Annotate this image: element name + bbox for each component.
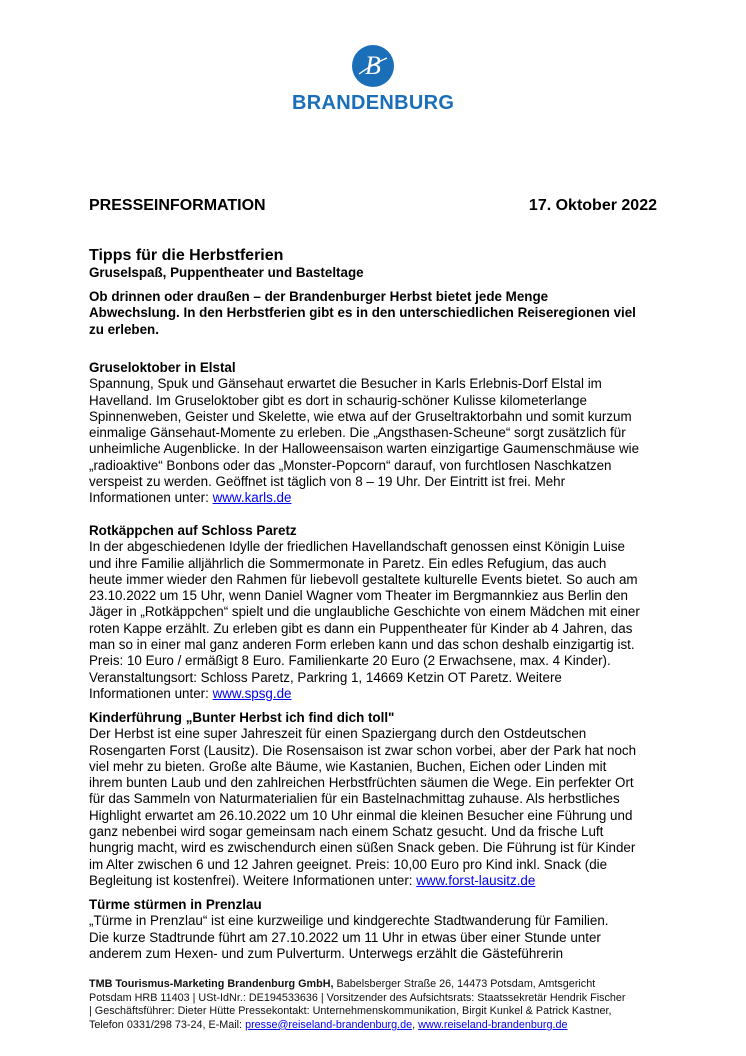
body-line: und ihre Familie alljährlich die Sommermonate in Paretz. Ein edles Refugium, das auch	[89, 555, 607, 571]
body-line: Begleitung ist kostenfrei). Weitere Informationen unter:	[89, 872, 417, 888]
body-line: 23.10.2022 um 15 Uhr, wenn Daniel Wagner vom Theater im Bergmannkiez aus Berlin den	[89, 588, 628, 604]
footer-company: TMB Tourismus-Marketing Brandenburg GmbH,	[89, 978, 334, 990]
body-line: Jäger in „Rotkäppchen“ spielt und die unglaubliche Geschichte von einem Mädchen mit einer	[89, 604, 640, 620]
body-line: „radioaktive“ Bonbons oder das „Monster-Popcorn“ darauf, von furchtlosen Naschkatzen	[89, 457, 612, 473]
body-line: man so in einer mal ganz anderen Form erleben kann und das schon deshalb einzigartig ist.	[89, 637, 635, 653]
section-kinderfuehrung	[89, 710, 636, 889]
section-heading: Türme stürmen in Prenzlau	[89, 897, 262, 912]
footer-address: Babelsberger Straße 26, 14473 Potsdam, Amtsgericht	[333, 978, 596, 990]
lead-line: Ob drinnen oder draußen – der Brandenburger Herbst bietet jede Menge	[89, 289, 549, 304]
body-line: Der Herbst ist eine super Jahreszeit für einen Spaziergang durch den Ostdeutschen	[89, 726, 587, 742]
body-line: „Türme in Prenzlau“ ist eine kurzweilige und kindgerechte Stadtwanderung für Familien.	[89, 913, 609, 929]
logo-emblem-icon	[351, 44, 395, 88]
section-gruseloktober	[89, 360, 639, 507]
page-title: Tipps für die Herbstferien	[89, 247, 284, 264]
body-line: verspeist zu werden. Geöffnet ist täglich von 8 – 19 Uhr. Der Eintritt ist frei. Mehr	[89, 474, 566, 490]
body-line: roten Kappe erzählt. Zu erleben gibt es dann ein Puppentheater für Kinder ab 4 Jahren, das	[89, 620, 633, 636]
footer-registry: Potsdam HRB 11403 | USt-IdNr.: DE194533636 | Vorsitzender des Aufsichtsrats: Staatssekretär Hendrik Fischer	[89, 991, 626, 1004]
body-line: Rosengarten Forst (Lausitz). Die Rosensaison ist zwar schon vorbei, aber der Park hat noch	[89, 742, 637, 758]
body-line: ihrem bunten Laub und den zahlreichen Herbstfrüchten säumen die Wege. Ein perfekter Ort	[89, 775, 634, 791]
body-line: In der abgeschiedenen Idylle der friedlichen Havellandschaft genossen einst Königin Luise	[89, 539, 625, 555]
website-link[interactable]: www.reiseland-brandenburg.de	[418, 1018, 568, 1031]
header-label: PRESSEINFORMATION	[89, 197, 266, 214]
email-link[interactable]: presse@reiseland-brandenburg.de	[245, 1018, 413, 1031]
body-line: ganz nebenbei wird sogar gemeinsam nach einem Schatz gesucht. Und da frische Luft	[89, 824, 604, 840]
footer-phone: Telefon 0331/298 73-24, E-Mail:	[89, 1018, 246, 1031]
section-heading: Gruseloktober in Elstal	[89, 360, 236, 375]
body-line: Informationen unter:	[89, 685, 213, 701]
section-heading: Kinderführung „Bunter Herbst ich find dich toll"	[89, 710, 395, 725]
footer-management: | Geschäftsführer: Dieter Hütte Pressekontakt: Unternehmenskommunikation, Birgit Kunkel & Patrick Kastner,	[89, 1005, 612, 1018]
body-line: Die kurze Stadtrunde führt am 27.10.2022 um 11 Uhr in etwas über einer Stunde unter	[89, 929, 601, 945]
logo-wordmark: BRANDENBURG	[292, 92, 455, 114]
body-line: heute immer wieder den Rahmen für liebevoll gestaltete kulturelle Events bietet. So auch am	[89, 571, 638, 587]
body-line: Havelland. Im Gruseloktober gibt es dort in schaurig-schöner Kulisse kilometerlange	[89, 392, 587, 408]
body-line: hungrig macht, wird es zwischendurch einen süßen Snack geben. Die Führung ist für Kinder	[89, 840, 636, 856]
spsg-link[interactable]: www.spsg.de	[212, 685, 292, 701]
section-tuerme	[89, 897, 609, 962]
body-line: im Alter zwischen 6 und 12 Jahren geeignet. Preis: 10,00 Euro pro Kind inkl. Snack (die	[89, 856, 608, 872]
lead-line: zu erleben.	[89, 321, 159, 337]
lead-line: Abwechslung. In den Herbstferien gibt es in den unterschiedlichen Reiseregionen viel	[89, 305, 636, 321]
forst-lausitz-link[interactable]: www.forst-lausitz.de	[416, 872, 536, 888]
body-line: für das Sammeln von Naturmaterialien für ein Bastelnachmittag zuhause. Als herbstliches	[89, 791, 620, 807]
body-line: Informationen unter:	[89, 490, 213, 506]
body-line: anderem zum Hexen- und zum Pulverturm. Unterwegs erzählt die Gästeführerin	[89, 945, 564, 961]
section-heading: Rotkäppchen auf Schloss Paretz	[89, 523, 297, 538]
body-line: einmalige Gänsehaut-Momente zu erleben. Die „Angsthasen-Scheune“ sorgt zusätzlich für	[89, 425, 626, 441]
section-rotkaeppchen	[89, 523, 640, 702]
body-line: unheimliche Augenblicke. In der Halloweensaison warten einzigartige Gaumenschmäuse wie	[89, 441, 640, 457]
karls-link[interactable]: www.karls.de	[212, 490, 292, 506]
body-line: Highlight erwartet am 26.10.2022 um 10 Uhr einmal die kleinen Besucher eine Führung und	[89, 807, 633, 823]
body-line: Veranstaltungsort: Schloss Paretz, Parkring 1, 14669 Ketzin OT Paretz. Weitere	[89, 669, 562, 685]
body-line: viel mehr zu bieten. Große alte Bäume, wie Kastanien, Buchen, Eichen oder Linden mit	[89, 758, 607, 774]
lead-paragraph	[89, 289, 636, 338]
header-date: 17. Oktober 2022	[528, 197, 657, 214]
page-subtitle: Gruselspaß, Puppentheater und Basteltage	[89, 265, 364, 280]
svg-text:B: B	[365, 51, 381, 80]
body-line: Preis: 10 Euro / ermäßigt 8 Euro. Familienkarte 20 Euro (2 Erwachsene, max. 4 Kinder).	[89, 653, 611, 669]
body-line: Spannung, Spuk und Gänsehaut erwartet die Besucher in Karls Erlebnis-Dorf Elstal im	[89, 376, 602, 392]
brandenburg-logo	[292, 44, 454, 115]
footer	[89, 978, 626, 1032]
footer-separator: ,	[412, 1018, 419, 1031]
body-line: Spinnenweben, Geister und Skelette, wie etwa auf der Gruseltraktorbahn und somit kurzum	[89, 408, 632, 424]
